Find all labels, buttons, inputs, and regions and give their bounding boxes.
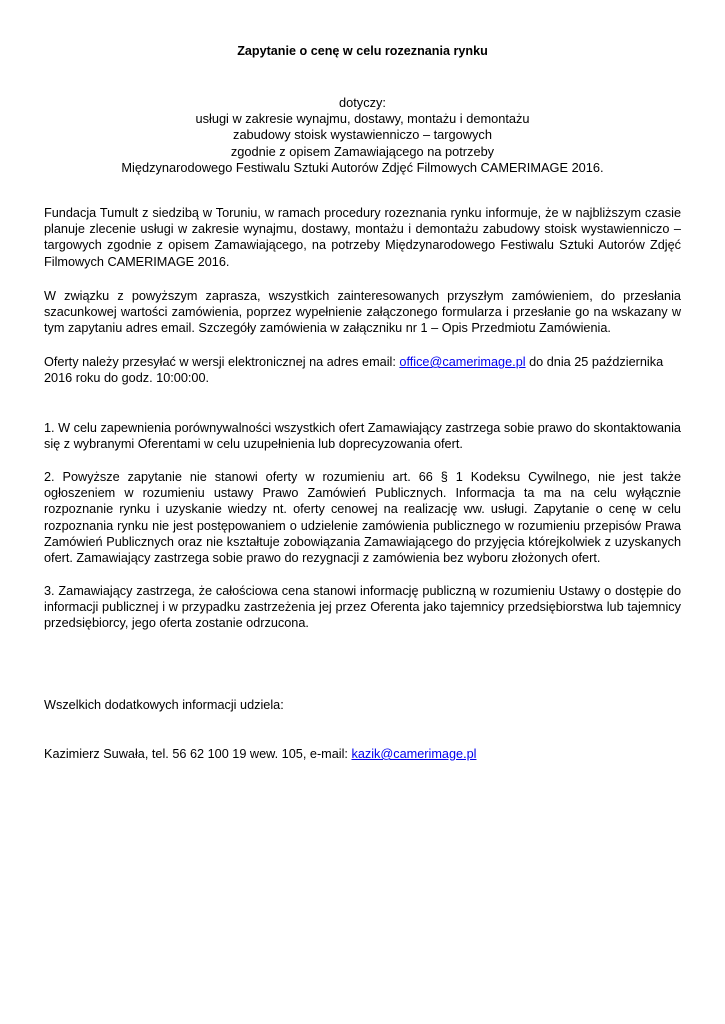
subject-line-5: Międzynarodowego Festiwalu Sztuki Autorów Zdjęć Filmowych CAMERIMAGE 2016. — [121, 159, 604, 175]
invitation-paragraph: W związku z powyższym zaprasza, wszystkich zainteresowanych przyszłym zamówieniem, do przesłania szacunkowej wartości zamówienia, poprzez wypełnienie załączonego formularza i przesłanie go na wskazany w tym zapytaniu adres email. Szczegóły zamówienia w załączniku nr 1 – Opis Przedmiotu Zamówienia. — [44, 289, 681, 336]
contact-email-link[interactable]: kazik@camerimage.pl — [351, 747, 477, 761]
contact-text: Kazimierz Suwała, tel. 56 62 100 19 wew. 105, e-mail: — [44, 747, 352, 761]
condition-3-paragraph: 3. Zamawiający zastrzega, że całościowa cena stanowi informację publiczną w rozumieniu Ustawy o dostępie do informacji publicznej i w przypadku zastrzeżenia jej przez Oferenta jako tajemnicy przedsiębiorstwa lub tajemnicy przedsiębiorcy, jego oferta zostanie odrzucona. — [44, 584, 681, 631]
document-title: Zapytanie o cenę w celu rozeznania rynku — [237, 44, 488, 58]
subject-block — [44, 95, 681, 176]
intro-paragraph: Fundacja Tumult z siedzibą w Toruniu, w ramach procedury rozeznania rynku informuje, że w najbliższym czasie planuje zlecenie usługi w zakresie wynajmu, dostawy, montażu i demontażu zabudowy stoisk wystawienniczo – targowych zgodnie z opisem Zamawiającego, na potrzeby Międzynarodowego Festiwalu Sztuki Autorów Zdjęć Filmowych CAMERIMAGE 2016. — [44, 206, 681, 269]
contact-intro: Wszelkich dodatkowych informacji udziela: — [44, 698, 284, 712]
subject-line-2: usługi w zakresie wynajmu, dostawy, montażu i demontażu — [195, 111, 530, 127]
subject-line-3: zabudowy stoisk wystawienniczo – targowych — [233, 127, 492, 143]
condition-1-paragraph: 1. W celu zapewnienia porównywalności wszystkich ofert Zamawiający zastrzega sobie prawo do skontaktowania się z wybranymi Oferentami w celu uzupełnienia lub doprecyzowania ofert. — [44, 421, 681, 452]
condition-2-paragraph: 2. Powyższe zapytanie nie stanowi oferty w rozumieniu art. 66 § 1 Kodeksu Cywilnego, nie jest także ogłoszeniem w rozumieniu ustawy Prawo Zamówień Publicznych. Informacja ta ma na celu wyłącznie rozpoznanie rynku i uzyskanie wiedzy nt. oferty cenowej na realizację ww. usługi. Zapytanie o cenę w celu rozpoznania rynku nie jest postępowaniem o udzielenie zamówienia publicznego w rozumieniu przepisów Prawa Zamówień Publicznych oraz nie kształtuje zobowiązania Zamawiającego do przyjęcia którejkolwiek z uzyskanych ofert. Zamawiający zastrzega sobie prawo do rezygnacji z zamówienia bez wyboru złożonych ofert. — [44, 470, 681, 566]
submission-paragraph — [44, 354, 681, 386]
subject-line-1: dotyczy: — [339, 95, 386, 110]
submission-text-before: Oferty należy przesyłać w wersji elektronicznej na adres email: — [44, 355, 400, 369]
submission-text-after: do dnia 25 października 2016 roku do godz. 10:00:00. — [44, 355, 664, 386]
subject-line-4: zgodnie z opisem Zamawiającego na potrzeby — [230, 143, 495, 159]
office-email-link[interactable]: office@camerimage.pl — [399, 355, 526, 369]
contact-line — [44, 746, 681, 762]
